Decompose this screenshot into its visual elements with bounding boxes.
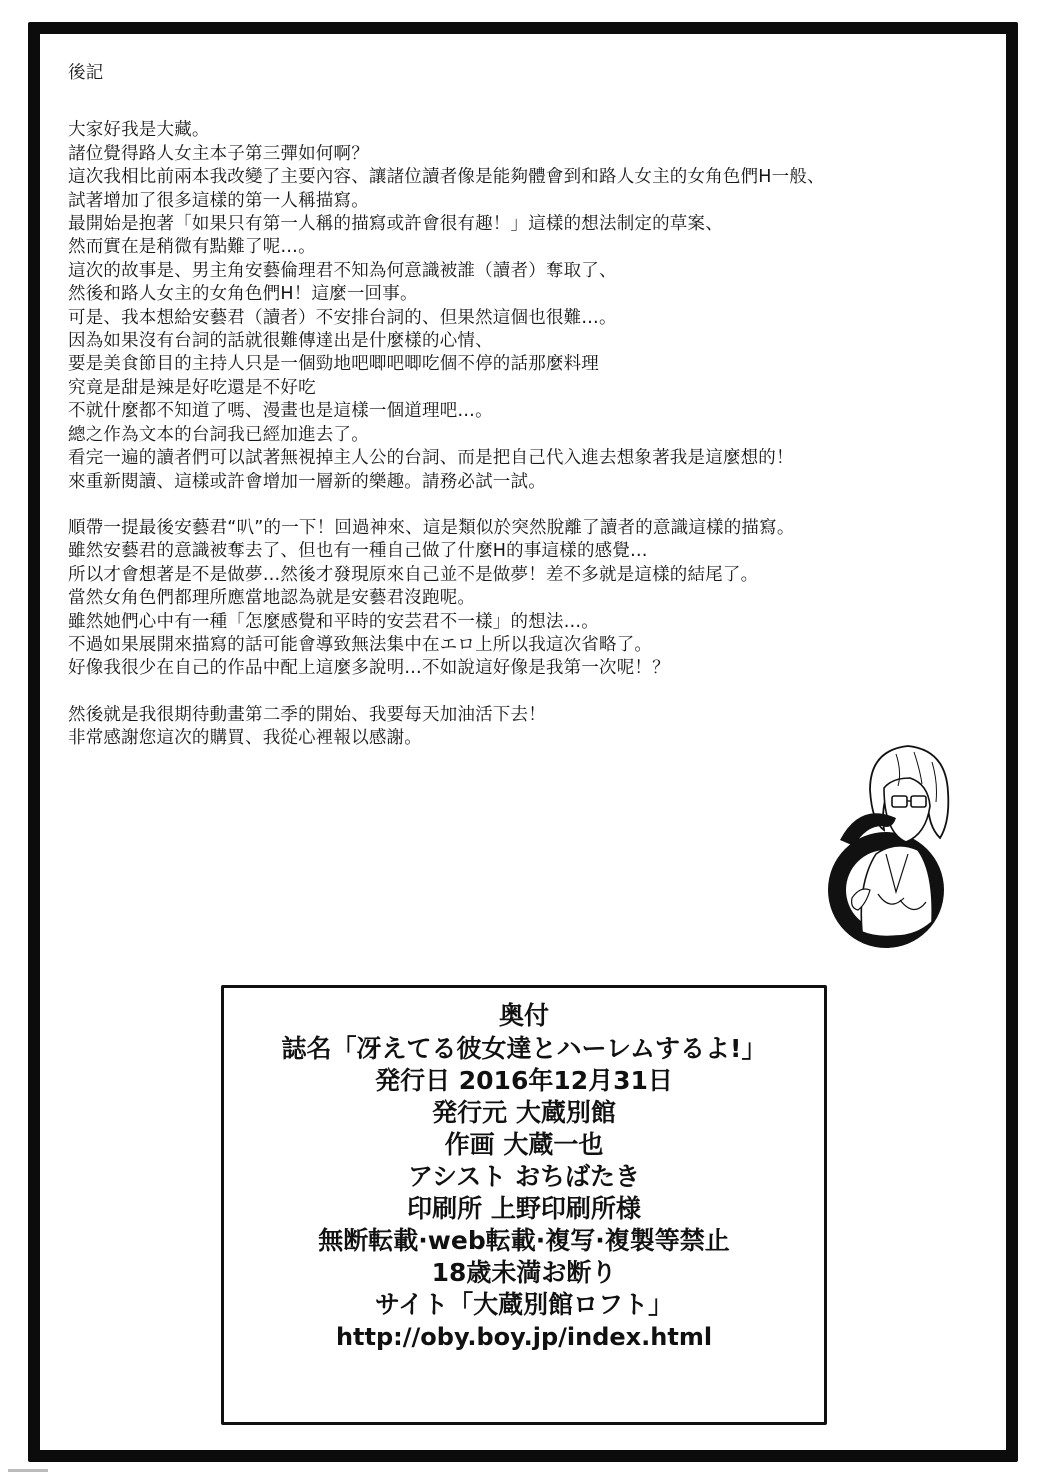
- colophon-printer-line: 印刷所 上野印刷所様: [407, 1194, 641, 1223]
- colophon-date-line: 発行日 2016年12月31日: [375, 1066, 673, 1095]
- text-line: 要是美食節目的主持人只是一個勁地吧唧吧唧吃個不停的話那麼料理: [68, 354, 599, 375]
- postscript-paragraph-2: [68, 517, 968, 681]
- text-line: 然而實在是稍微有點難了呢…。: [68, 237, 316, 258]
- text-line: 順帶一提最後安藝君“叭”的一下！回過神來、這是類似於突然脫離了讀者的意識這樣的描寫。: [68, 517, 795, 538]
- text-line: 雖然安藝君的意識被奪去了、但也有一種自己做了什麼H的事這樣的感覺…: [68, 541, 648, 562]
- text-line: 當然女角色們都理所應當地認為就是安藝君沒跑呢。: [68, 588, 476, 609]
- page-edge-mark: [8, 1469, 48, 1472]
- postscript-paragraph-1: [68, 119, 968, 494]
- text-line: 總之作為文本的台詞我已經加進去了。: [68, 424, 369, 445]
- text-line: 究竟是甜是辣是好吃還是不好吃: [68, 377, 316, 398]
- postscript-title: 後記: [68, 63, 104, 83]
- text-line: 雖然她們心中有一種「怎麼感覺和平時的安芸君不一樣」的想法…。: [68, 611, 599, 632]
- colophon-assist-line: アシスト おちばたき: [408, 1162, 640, 1191]
- text-line: 不就什麼都不知道了嗎、漫畫也是這樣一個道理吧…。: [68, 401, 493, 422]
- text-line: 不過如果展開來描寫的話可能會導致無法集中在エロ上所以我這次省略了。: [68, 634, 653, 655]
- text-line: 非常感謝您這次的購買、我從心裡報以感謝。: [68, 728, 422, 749]
- text-line: 因為如果沒有台詞的話就很難傳達出是什麼樣的心情、: [68, 331, 493, 352]
- text-line: 所以才會想著是不是做夢…然後才發現原來自己並不是做夢！差不多就是這樣的結尾了。: [68, 564, 759, 585]
- text-line: 可是、我本想給安藝君（讀者）不安排台詞的、但果然這個也很難…。: [68, 307, 617, 328]
- text-line: 來重新閱讀、這樣或許會增加一層新的樂趣。請務必試一試。: [68, 471, 546, 492]
- colophon-copyright-line: 無断転載·web転載·複写·複製等禁止: [318, 1226, 730, 1255]
- text-line: 好像我很少在自己的作品中配上這麼多說明…不如說這好像是我第一次呢！？: [68, 658, 670, 679]
- text-line: 這次我相比前兩本我改變了主要內容、讓諸位讀者像是能夠體會到和路人女主的女角色們H一般、: [68, 167, 825, 188]
- colophon-artist-line: 作画 大蔵一也: [444, 1130, 604, 1159]
- circular-seal-icon: [800, 722, 970, 962]
- text-line: 然後和路人女主的女角色們H！這麼一回事。: [68, 284, 418, 305]
- colophon-box: [221, 985, 827, 1425]
- colophon-publisher-line: 発行元 大蔵別館: [432, 1098, 616, 1127]
- colophon-url-link[interactable]: http://oby.boy.jp/index.html: [335, 1323, 713, 1351]
- colophon-heading: 奥付: [498, 1001, 549, 1030]
- postscript-section: [68, 62, 968, 774]
- text-line: 諸位覺得路人女主本子第三彈如何啊？: [68, 143, 369, 164]
- colophon-age-line: 18歳未満お断り: [431, 1258, 617, 1287]
- text-line: 試著增加了很多這樣的第一人稱描寫。: [68, 190, 369, 211]
- text-line: 這次的故事是、男主角安藝倫理君不知為何意識被誰（讀者）奪取了、: [68, 260, 617, 281]
- text-line: 大家好我是大藏。: [68, 120, 210, 141]
- text-line: 最開始是抱著「如果只有第一人稱的描寫或許會很有趣！」這樣的想法制定的草案、: [68, 214, 723, 235]
- text-line: 看完一遍的讀者們可以試著無視掉主人公的台詞、而是把自己代入進去想象著我是這麼想的！: [68, 448, 794, 469]
- colophon-title-line: 誌名「冴えてる彼女達とハーレムするよ!」: [281, 1034, 767, 1063]
- glasses-girl-illustration-icon: [800, 722, 970, 962]
- colophon-site-line: サイト「大蔵別館ロフト」: [374, 1290, 674, 1319]
- text-line: 然後就是我很期待動畫第二季的開始、我要每天加油活下去！: [68, 704, 546, 725]
- colophon-details: [224, 1033, 824, 1353]
